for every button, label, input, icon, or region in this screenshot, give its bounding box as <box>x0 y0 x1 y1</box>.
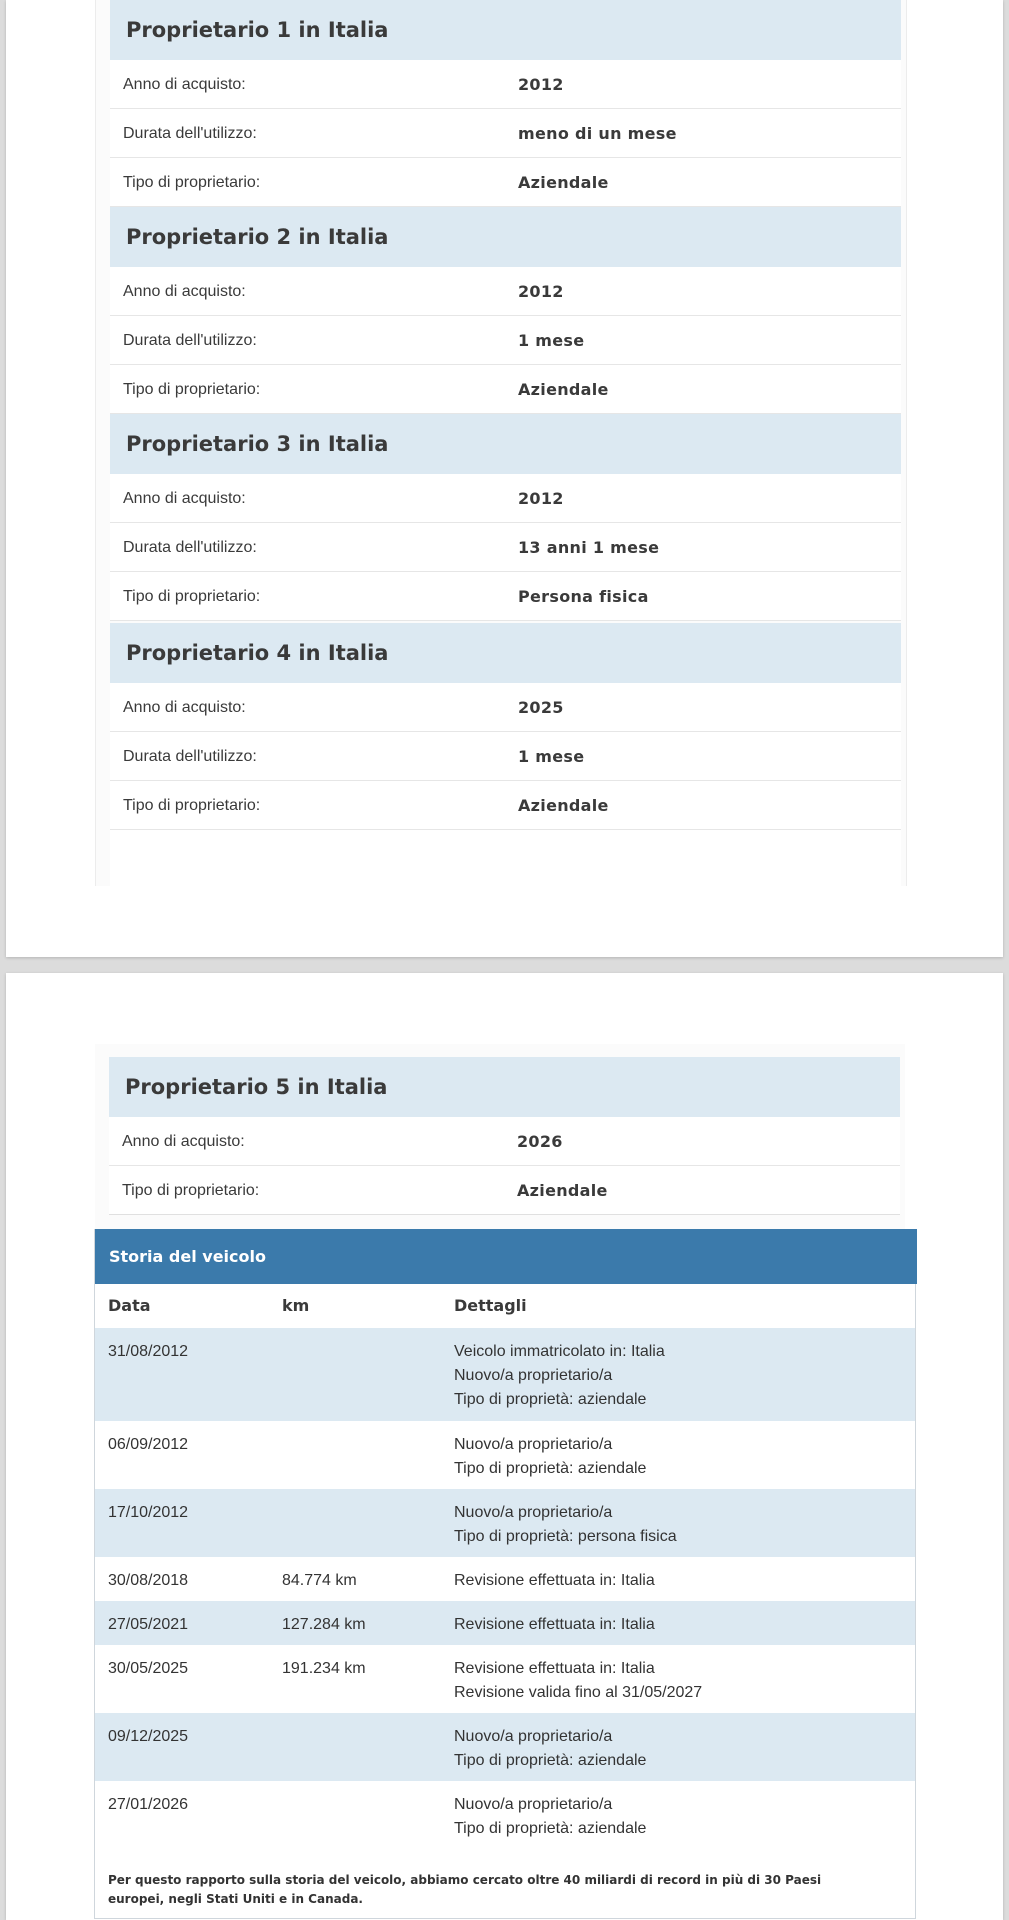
row-date: 30/08/2018 <box>108 1572 189 1589</box>
row-value: 2025 <box>518 698 564 717</box>
owner-2-usage-duration-row <box>110 316 901 365</box>
row-date: 30/05/2025 <box>108 1660 189 1677</box>
detail-line: Tipo di proprietà: aziendale <box>454 1391 647 1408</box>
row-label: Anno di acquisto: <box>122 1133 245 1150</box>
detail-line: Tipo di proprietà: aziendale <box>454 1820 647 1837</box>
row-date: 31/08/2012 <box>108 1343 189 1360</box>
report-page-1 <box>6 0 1003 957</box>
owner-4-header: Proprietario 4 in Italia <box>110 623 901 683</box>
table-row <box>95 1601 915 1645</box>
row-label: Tipo di proprietario: <box>123 174 261 191</box>
owners-panel <box>95 0 907 886</box>
detail-line: Nuovo/a proprietario/a <box>454 1436 613 1453</box>
owner-1-header: Proprietario 1 in Italia <box>110 0 901 60</box>
row-value: 2012 <box>518 282 564 301</box>
row-details <box>454 1433 646 1481</box>
table-row <box>95 1489 915 1557</box>
table-row <box>95 1557 915 1601</box>
row-value: Persona fisica <box>518 587 649 606</box>
owner-3-purchase-year-row <box>110 474 901 523</box>
footnote-line: Per questo rapporto sulla storia del veicolo, abbiamo cercato oltre 40 miliardi di record in più di 30 Paesi <box>108 1873 822 1887</box>
row-label: Tipo di proprietario: <box>122 1182 260 1199</box>
report-page-2 <box>6 973 1003 1920</box>
vehicle-history-title: Storia del veicolo <box>95 1229 917 1284</box>
owner-2-purchase-year-row <box>110 267 901 316</box>
owner-2-header: Proprietario 2 in Italia <box>110 207 901 267</box>
column-header-details: Dettagli <box>454 1296 527 1315</box>
table-row <box>95 1328 915 1421</box>
row-label: Anno di acquisto: <box>123 490 246 507</box>
owner-1-purchase-year-row <box>110 60 901 109</box>
owner-5-header: Proprietario 5 in Italia <box>109 1057 900 1117</box>
owner-4-empty-row <box>110 830 901 886</box>
detail-line: Veicolo immatricolato in: Italia <box>454 1343 665 1360</box>
row-km: 84.774 km <box>282 1572 357 1589</box>
row-details <box>454 1501 677 1549</box>
row-value: Aziendale <box>518 380 609 399</box>
row-label: Tipo di proprietario: <box>123 381 261 398</box>
owner-1-owner-type-row <box>110 158 901 207</box>
owner-3-header: Proprietario 3 in Italia <box>110 414 901 474</box>
row-value: Aziendale <box>517 1181 608 1200</box>
row-value: 2012 <box>518 75 564 94</box>
detail-line: Nuovo/a proprietario/a <box>454 1796 613 1813</box>
row-details <box>454 1613 655 1637</box>
row-details <box>454 1569 655 1593</box>
row-date: 27/01/2026 <box>108 1796 189 1813</box>
owner-2-owner-type-row <box>110 365 901 414</box>
row-details <box>454 1725 646 1773</box>
detail-line: Revisione effettuata in: Italia <box>454 1660 655 1677</box>
column-header-km: km <box>282 1296 310 1315</box>
table-row <box>95 1645 915 1713</box>
detail-line: Tipo di proprietà: aziendale <box>454 1460 647 1477</box>
vehicle-history-table <box>94 1229 916 1919</box>
row-label: Tipo di proprietario: <box>123 797 261 814</box>
row-label: Anno di acquisto: <box>123 699 246 716</box>
row-date: 06/09/2012 <box>108 1436 189 1453</box>
detail-line: Nuovo/a proprietario/a <box>454 1367 613 1384</box>
row-label: Anno di acquisto: <box>123 76 246 93</box>
detail-line: Nuovo/a proprietario/a <box>454 1728 613 1745</box>
owner-3-owner-type-row <box>110 572 901 621</box>
row-value: Aziendale <box>518 173 609 192</box>
detail-line: Revisione valida fino al 31/05/2027 <box>454 1684 703 1701</box>
row-label: Anno di acquisto: <box>123 283 246 300</box>
row-details <box>454 1793 646 1841</box>
row-value: meno di un mese <box>518 124 677 143</box>
detail-line: Nuovo/a proprietario/a <box>454 1504 613 1521</box>
row-date: 17/10/2012 <box>108 1504 189 1521</box>
row-km: 191.234 km <box>282 1660 366 1677</box>
detail-line: Tipo di proprietà: persona fisica <box>454 1528 677 1545</box>
history-footnote <box>108 1871 898 1909</box>
owner-4-owner-type-row <box>110 781 901 830</box>
owner-5-owner-type-row <box>109 1166 900 1215</box>
table-row <box>95 1781 915 1849</box>
row-value: 13 anni 1 mese <box>518 538 660 557</box>
detail-line: Tipo di proprietà: aziendale <box>454 1752 647 1769</box>
owner-4-purchase-year-row <box>110 683 901 732</box>
table-row <box>95 1713 915 1781</box>
owner-5-purchase-year-row <box>109 1117 900 1166</box>
row-date: 09/12/2025 <box>108 1728 189 1745</box>
row-label: Durata dell'utilizzo: <box>123 539 257 556</box>
row-value: 1 mese <box>518 331 585 350</box>
row-km: 127.284 km <box>282 1616 366 1633</box>
owner-4-usage-duration-row <box>110 732 901 781</box>
row-date: 27/05/2021 <box>108 1616 189 1633</box>
row-value: Aziendale <box>518 796 609 815</box>
owner-3-usage-duration-row <box>110 523 901 572</box>
column-header-date: Data <box>108 1296 151 1315</box>
row-value: 2012 <box>518 489 564 508</box>
row-label: Durata dell'utilizzo: <box>123 748 257 765</box>
detail-line: Revisione effettuata in: Italia <box>454 1616 655 1633</box>
table-row <box>95 1421 915 1489</box>
owner-1-usage-duration-row <box>110 109 901 158</box>
row-label: Durata dell'utilizzo: <box>123 125 257 142</box>
detail-line: Revisione effettuata in: Italia <box>454 1572 655 1589</box>
row-details <box>454 1340 665 1412</box>
row-value: 1 mese <box>518 747 585 766</box>
row-label: Tipo di proprietario: <box>123 588 261 605</box>
row-details <box>454 1657 702 1705</box>
footnote-line: europei, negli Stati Uniti e in Canada. <box>108 1892 363 1906</box>
row-value: 2026 <box>517 1132 563 1151</box>
row-label: Durata dell'utilizzo: <box>123 332 257 349</box>
